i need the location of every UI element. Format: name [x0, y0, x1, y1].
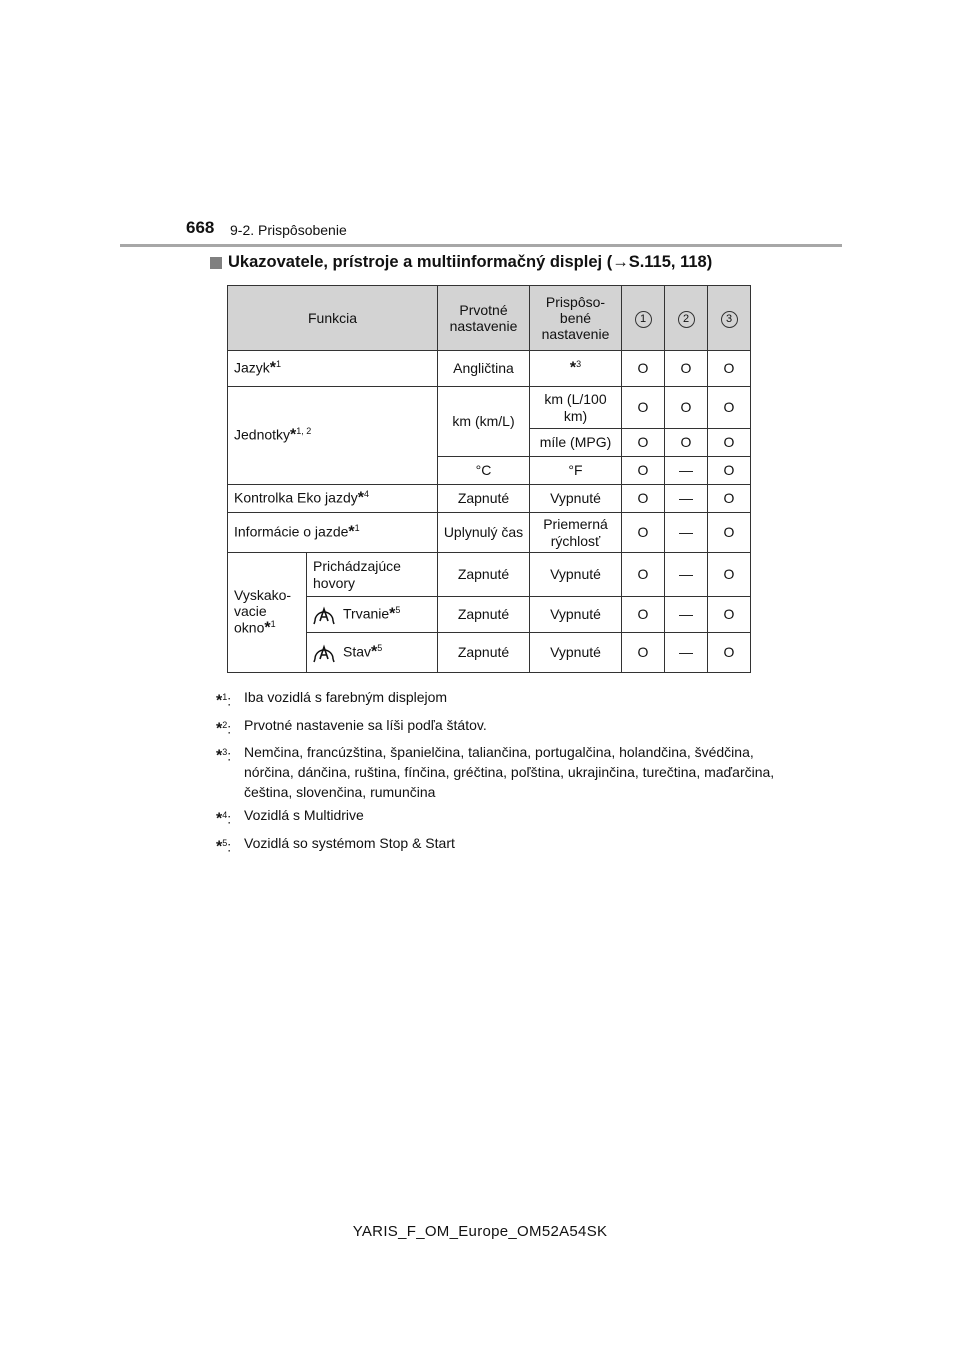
header-col-3 [708, 286, 751, 351]
footnote: *$^5$: Vozidlá so systémom Stop & Start [216, 834, 455, 856]
circled-number-1-icon: 1 [635, 311, 652, 328]
footnote: *$^1$: Iba vozidlá s farebným displejom [216, 689, 448, 710]
page-reference[interactable]: S.115, 118 [628, 253, 707, 271]
section-title: 9-2. Prispôsobenie [230, 222, 347, 238]
page-number: 668 [186, 218, 215, 237]
table-row: Vyskako-vacie okno*$^1$ Prichádzajúce hovory Zapnuté Vypnuté O — O [228, 553, 751, 597]
circled-number-2-icon: 2 [678, 311, 695, 328]
header-default: Prvotné nastavenie [438, 286, 530, 351]
bullet-square-icon [210, 257, 222, 269]
table-row: míle (MPG) O O O [228, 429, 751, 457]
header-rule [120, 244, 842, 247]
table-row: Informácie o jazde*$^1$ Uplynulý čas Priemerná rýchlosť O — O [228, 513, 751, 553]
header-function: Funkcia [228, 286, 438, 351]
table-row: Stav*$^5$ Zapnuté Vypnuté O — O [228, 633, 751, 673]
header-custom: Prispôso-bené nastavenie [530, 286, 622, 351]
auto-stop-icon [313, 605, 335, 625]
table-row: Jednotky*$^{1, 2}$ km (km/L) km (L/100 km) O O O [228, 387, 751, 429]
circled-number-3-icon: 3 [721, 311, 738, 328]
auto-stop-icon [313, 643, 335, 663]
table-heading: Ukazovatele, prístroje a multiinformačný displej (→S.115, 118) [210, 253, 712, 272]
footnotes [216, 687, 776, 861]
arrow-right-icon: → [612, 253, 629, 271]
table-row: Kontrolka Eko jazdy*$^4$ Zapnuté Vypnuté O — O [228, 485, 751, 513]
table-row: °C °F O — O [228, 457, 751, 485]
header-col-1 [622, 286, 665, 351]
footnote: *$^2$: Prvotné nastavenie sa líši podľa štátov. [216, 716, 487, 738]
footnote: *$^3$: Nemčina, francúzština, španielčina, taliančina, portugalčina, holandčina, švédčina, nórčina, dánčina, ruština, fínčina, gréčtina, poľština, ukrajinčina, turečtina, maďarčina, čeština, slovenčina, rumunčina [216, 744, 775, 801]
header-col-2 [665, 286, 708, 351]
table-row: Jazyk*$^1$ Angličtina *$^3$ O O O [228, 351, 751, 387]
document-footer: YARIS_F_OM_Europe_OM52A54SK [352, 1223, 608, 1240]
table-header-row [228, 286, 751, 351]
settings-table [227, 285, 751, 673]
table-row: Trvanie*$^5$ Zapnuté Vypnuté O — O [228, 597, 751, 633]
footnote: *$^4$: Vozidlá s Multidrive [216, 807, 364, 828]
